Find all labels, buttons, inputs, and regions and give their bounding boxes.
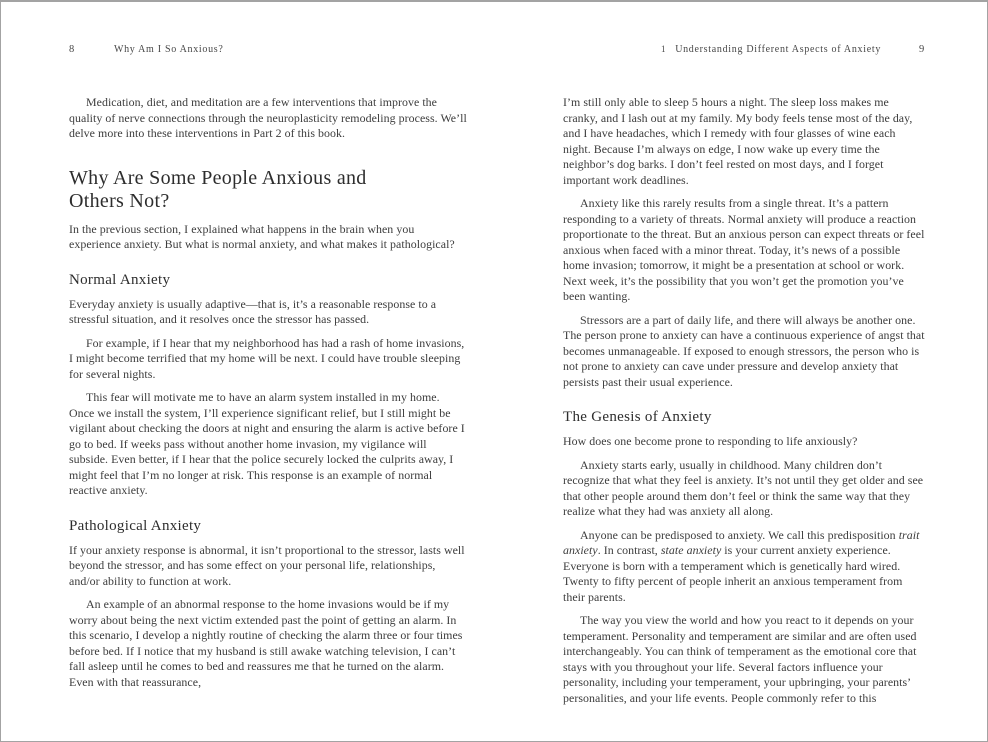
paragraph: An example of an abnormal response to the home invasions would be if my worry about being the next victim extended past the point of getting an alarm. In this scenario, I develop a nightly routine of checking the alarm three or four times before bed. If I notice that my husband is still awake watching television, I can’t fall asleep until he comes to bed and reassures me that he turned on the alarm. Even with that reassurance, bbox=[69, 597, 463, 689]
paragraph: How does one become prone to responding to life anxiously? bbox=[563, 434, 858, 448]
paragraph: I’m still only able to sleep 5 hours a night. The sleep loss makes me cranky, and I lash out at my family. My body feels tense most of the day, and I have headaches, which I remedy with four glasses of wine each night. Because I’m always on edge, I now wake up every time the neighbor’s dog barks. I don’t feel rested on most days, and I forget important work deadlines. bbox=[563, 95, 913, 187]
section-heading-line: Others Not? bbox=[69, 190, 170, 212]
subsection-heading: Pathological Anxiety bbox=[69, 517, 202, 534]
subsection-heading: Normal Anxiety bbox=[69, 271, 171, 288]
running-head-right bbox=[563, 44, 925, 58]
paragraph: This fear will motivate me to have an alarm system installed in my home. Once we install the system, I’ll experience significant relief, but I still might be vigilant about checking the doors at night and ensuring the alarm is active before I go to bed. If weeks pass without another home invasion, my vigilance will subside. Even better, if I hear that the police securely locked the culprits away, I might feel that I’m no longer at risk. This response is an example of normal reactive anxiety. bbox=[69, 390, 465, 497]
page-number: 8 bbox=[69, 44, 75, 55]
subsection-heading: The Genesis of Anxiety bbox=[563, 409, 712, 425]
paragraph: Everyday anxiety is usually adaptive—that is, it’s a reasonable response to a stressful situation, and it resolves once the stressor has passed. bbox=[69, 296, 437, 326]
paragraph: The way you view the world and how you react to it depends on your temperament. Personality and temperament are similar and are often used interchangeably. You can think of temperament as the emotional core that stays with you throughout your life. Several factors influence your personality, including your temperament, your upbringing, your parents’ personalities, and your life events. People commonly refer to this bbox=[563, 613, 917, 705]
page-right-body bbox=[563, 95, 925, 706]
paragraph: Anxiety like this rarely results from a single threat. It’s a pattern responding to a variety of threats. Normal anxiety will produce a reaction proportionate to the threat. But an anxious person can expect threats or feel anxious when faced with a minor threat. Today, it’s news of a possible home invasion; tomorrow, it might be a presentation at school or work. Next week, it’s the possibility that you won’t get the promotion you’ve been wanting. bbox=[563, 196, 925, 303]
page-left-body bbox=[69, 95, 467, 690]
paragraph: Anyone can be predisposed to anxiety. We call this predisposition trait anxiety. In contrast, state anxiety is your current anxiety experience. Everyone is born with a temperament which is genetically hard wired. Twenty to fifty percent of people inherit an anxious temperament from their parents. bbox=[563, 527, 920, 604]
paragraph: Medication, diet, and meditation are a few interventions that improve the quality of nerve connections through the neuroplasticity remodeling process. We’ll delve more into these interventions in Part 2 of this book. bbox=[69, 95, 467, 140]
page-left bbox=[69, 44, 467, 690]
running-head-left bbox=[69, 44, 467, 58]
paragraph: Anxiety starts early, usually in childhood. Many children don’t recognize that what they feel is anxiety. It’s not until they get older and see that other people around them don’t feel or think the same way that they realize what they had was anxiety all along. bbox=[563, 457, 924, 518]
running-head-title: Why Am I So Anxious? bbox=[113, 44, 224, 55]
paragraph: Stressors are a part of daily life, and there will always be another one. The person prone to anxiety can have a continuous experience of angst that becomes unmanageable. If exposed to enough stressors, the person who is not prone to anxiety can cave under pressure and develop anxiety that persists past their usual experience. bbox=[563, 312, 925, 389]
section-heading bbox=[69, 167, 467, 214]
paragraph: In the previous section, I explained what happens in the brain when you experience anxiety. But what is normal anxiety, and what makes it pathological? bbox=[69, 221, 455, 251]
paragraph: If your anxiety response is abnormal, it isn’t proportional to the stressor, lasts well beyond the stressor, and has some effect on your personal life, relationships, and/or ability to function at work. bbox=[69, 542, 465, 588]
running-head-title: Understanding Different Aspects of Anxiety bbox=[675, 44, 882, 55]
paragraph: For example, if I hear that my neighborhood has had a rash of home invasions, I might become terrified that my home will be next. I could have trouble sleeping for several nights. bbox=[69, 335, 465, 381]
chapter-number: 1 bbox=[660, 44, 667, 54]
page-right bbox=[563, 44, 925, 706]
page-number: 9 bbox=[919, 44, 925, 55]
section-heading-line: Why Are Some People Anxious and bbox=[69, 166, 367, 189]
